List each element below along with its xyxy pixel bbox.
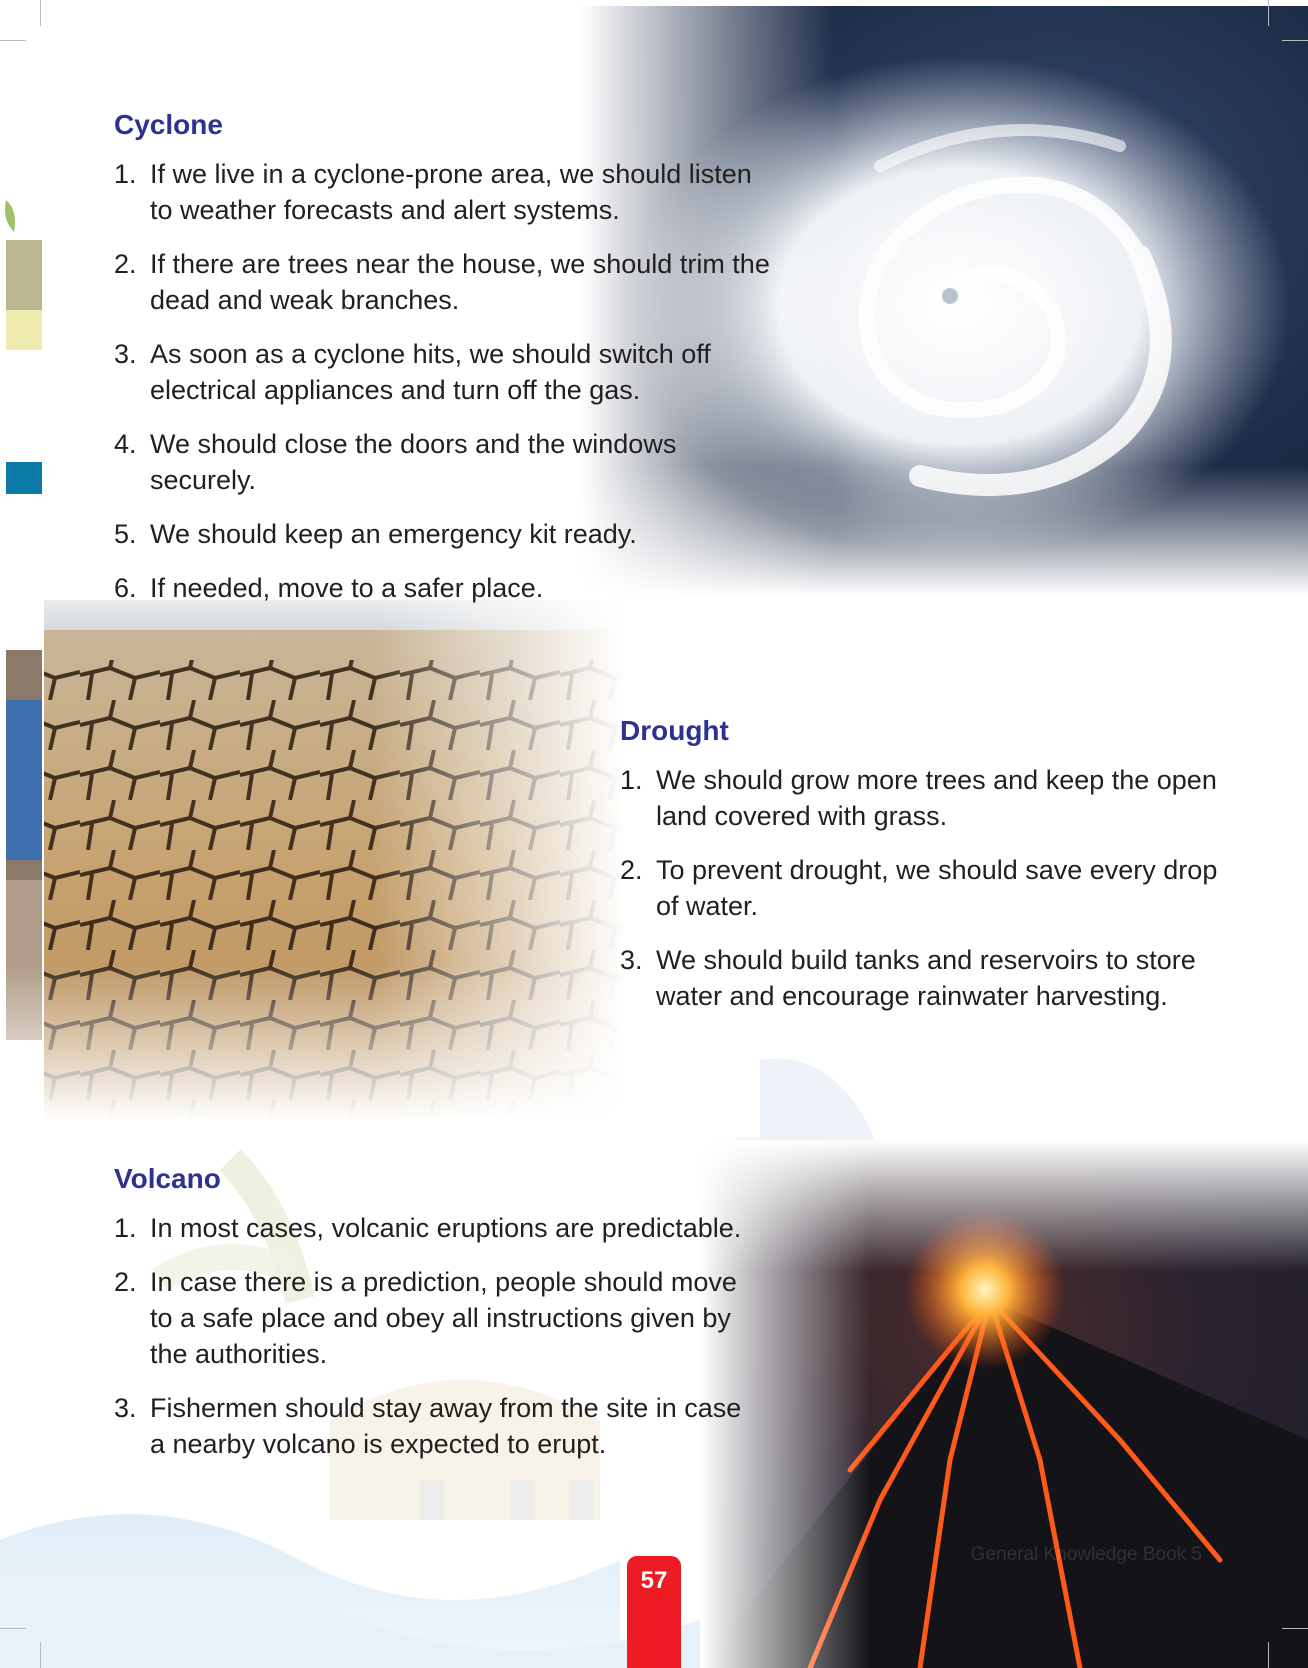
- item-number: 6.: [114, 573, 137, 603]
- list-item: [114, 1210, 754, 1246]
- cyclone-section: [114, 108, 774, 624]
- item-number: 3.: [114, 339, 137, 369]
- crop-mark: [40, 1642, 41, 1668]
- crop-mark: [40, 0, 41, 26]
- list-item: [114, 1390, 754, 1462]
- drought-section: [620, 714, 1220, 1032]
- item-number: 1.: [114, 159, 137, 189]
- item-text: If needed, move to a safer place.: [150, 573, 544, 603]
- crop-mark: [0, 1628, 26, 1629]
- list-item: [620, 942, 1220, 1014]
- item-number: 2.: [114, 1267, 137, 1297]
- item-number: 5.: [114, 519, 137, 549]
- item-number: 3.: [114, 1393, 137, 1423]
- crop-mark: [1268, 0, 1269, 26]
- crop-mark: [1282, 40, 1308, 41]
- book-title-footer: General Knowledge Book 5: [970, 1544, 1202, 1565]
- drought-heading: Drought: [620, 715, 729, 746]
- volcano-section: [114, 1162, 754, 1480]
- crop-mark: [0, 40, 26, 41]
- item-number: 1.: [114, 1213, 137, 1243]
- volcano-list: [114, 1210, 754, 1462]
- item-text: We should keep an emergency kit ready.: [150, 519, 637, 549]
- item-number: 2.: [114, 249, 137, 279]
- list-item: [620, 762, 1220, 834]
- item-text: If there are trees near the house, we should trim the dead and weak branches.: [150, 249, 770, 315]
- item-text: We should close the doors and the windows securely.: [150, 429, 677, 495]
- item-text: In case there is a prediction, people should move to a safe place and obey all instructions given by the authorities.: [150, 1267, 737, 1369]
- list-item: [620, 852, 1220, 924]
- list-item: [114, 426, 774, 498]
- drought-list: [620, 762, 1220, 1014]
- list-item: [114, 336, 774, 408]
- item-text: In most cases, volcanic eruptions are predictable.: [150, 1213, 742, 1243]
- list-item: [114, 570, 774, 606]
- item-text: If we live in a cyclone-prone area, we should listen to weather forecasts and alert systems.: [150, 159, 752, 225]
- cyclone-list: [114, 156, 774, 606]
- item-number: 4.: [114, 429, 137, 459]
- page-number-tab: [627, 1556, 681, 1668]
- list-item: [114, 516, 774, 552]
- item-text: As soon as a cyclone hits, we should switch off electrical appliances and turn off the gas.: [150, 339, 711, 405]
- item-number: 1.: [620, 765, 643, 795]
- item-text: We should grow more trees and keep the open land covered with grass.: [656, 765, 1217, 831]
- list-item: [114, 156, 774, 228]
- drought-cracked-earth-image: [0, 600, 680, 1120]
- volcano-eruption-image: [700, 1140, 1308, 1668]
- item-text: To prevent drought, we should save every drop of water.: [656, 855, 1218, 921]
- item-number: 3.: [620, 945, 643, 975]
- crop-mark: [1282, 1628, 1308, 1629]
- item-text: Fishermen should stay away from the site in case a nearby volcano is expected to erupt.: [150, 1393, 742, 1459]
- volcano-heading: Volcano: [114, 1163, 221, 1194]
- item-number: 2.: [620, 855, 643, 885]
- crop-mark: [1268, 1642, 1269, 1668]
- cyclone-heading: Cyclone: [114, 109, 223, 140]
- item-text: We should build tanks and reservoirs to store water and encourage rainwater harvesting.: [656, 945, 1196, 1011]
- list-item: [114, 246, 774, 318]
- list-item: [114, 1264, 754, 1372]
- page-number: 57: [640, 1567, 668, 1594]
